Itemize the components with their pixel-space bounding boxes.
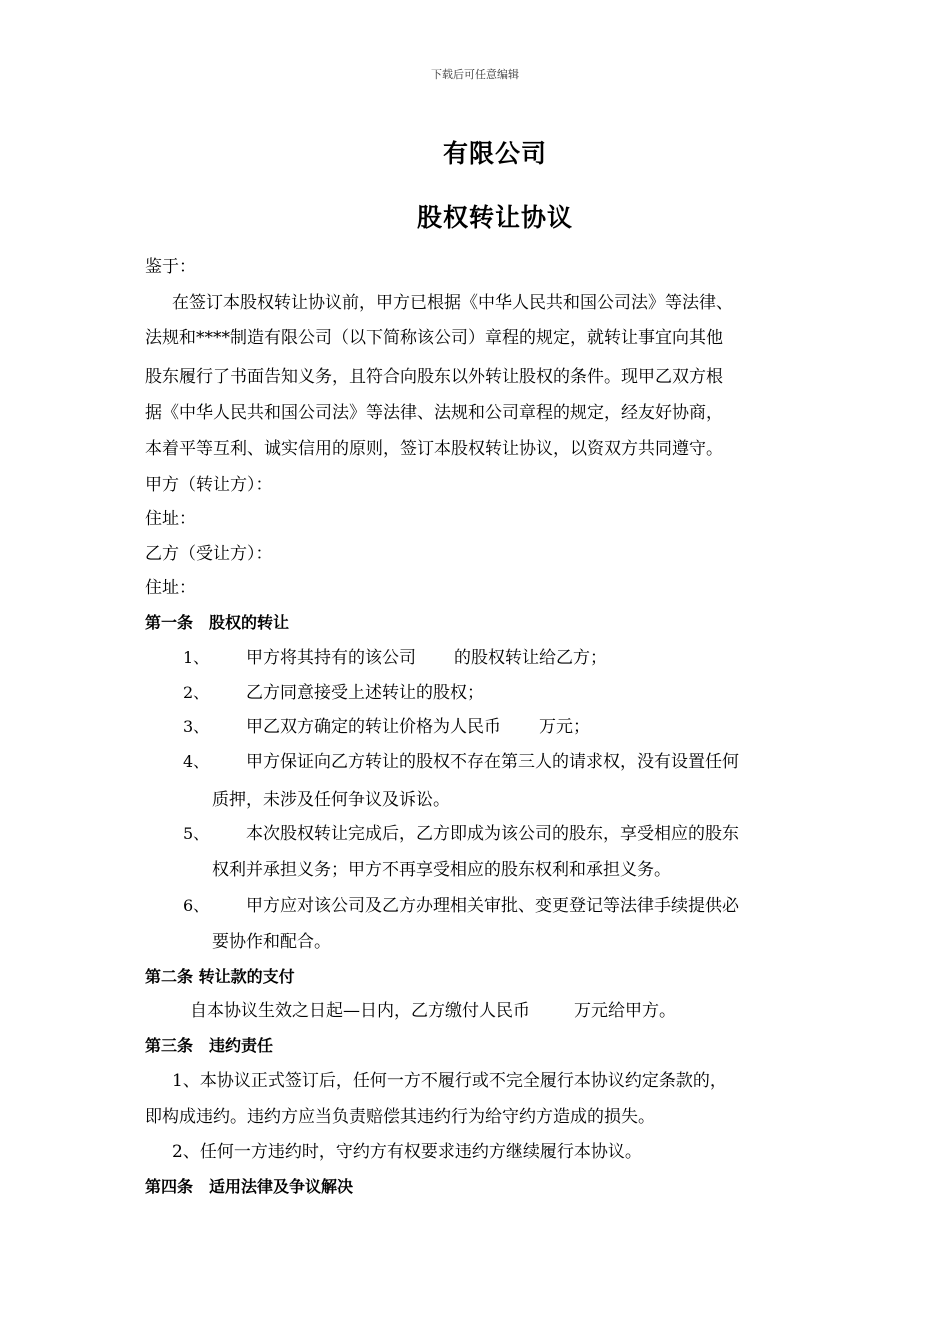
article-1-item-5-line-2: 权利并承担义务；甲方不再享受相应的股东权利和承担义务。 [212,860,671,880]
article-1-item-3-number: 3、 [183,717,210,736]
article-3-paragraph-1-line-2: 即构成违约。违约方应当负责赔偿其违约行为给守约方造成的损失。 [145,1107,655,1127]
header-note: 下载后可任意编辑 [431,68,519,81]
article-1-item-1-text: 甲方将其持有的该公司 的股权转让给乙方； [246,648,607,668]
document-title-company: 有限公司 [442,139,547,168]
article-3-paragraph-2: 2、任何一方违约时，守约方有权要求违约方继续履行本协议。 [172,1142,642,1162]
article-1-item-6-line-2: 要协作和配合。 [212,932,331,952]
article-1-item-4-line-2: 质押，未涉及任何争议及诉讼。 [212,790,450,810]
party-a-address: 住址： [145,509,196,529]
article-3-paragraph-1-line-1: 1、本协议正式签订后，任何一方不履行或不完全履行本协议约定条款的， [172,1071,727,1091]
preamble-line-5: 本着平等互利、诚实信用的原则，签订本股权转让协议，以资双方共同遵守。 [145,439,723,459]
document-title-agreement: 股权转让协议 [416,203,573,232]
article-1-item-4-line-1: 甲方保证向乙方转让的股权不存在第三人的请求权，没有设置任何 [246,752,739,772]
preamble-line-2: 法规和****制造有限公司（以下简称该公司）章程的规定，就转让事宜向其他 [145,328,723,348]
article-1-heading: 第一条 股权的转让 [145,613,290,632]
article-1-item-6-number: 6、 [183,896,210,915]
article-1-item-2-number: 2、 [183,683,210,702]
article-4-heading: 第四条 适用法律及争议解决 [145,1177,354,1196]
article-1-item-2-text: 乙方同意接受上述转让的股权； [246,683,484,703]
whereas-label: 鉴于： [145,257,196,277]
preamble-line-1: 在签订本股权转让协议前，甲方已根据《中华人民共和国公司法》等法律、 [172,293,733,313]
party-b-label: 乙方（受让方）： [145,544,273,564]
party-b-address: 住址： [145,578,196,598]
article-1-item-5-number: 5、 [183,824,210,843]
article-1-item-6-line-1: 甲方应对该公司及乙方办理相关审批、变更登记等法律手续提供必 [246,896,739,916]
article-2-text: 自本协议生效之日起—日内，乙方缴付人民币 万元给甲方。 [190,1001,676,1021]
article-1-item-5-line-1: 本次股权转让完成后，乙方即成为该公司的股东，享受相应的股东 [246,824,739,844]
preamble-line-4: 据《中华人民共和国公司法》等法律、法规和公司章程的规定，经友好协商， [145,403,723,423]
party-a-label: 甲方（转让方）： [145,475,273,495]
article-1-item-1-number: 1、 [183,648,210,667]
article-2-heading: 第二条 转让款的支付 [145,967,295,986]
article-1-item-3-text: 甲乙双方确定的转让价格为人民币 万元； [246,717,590,737]
article-3-heading: 第三条 违约责任 [145,1036,274,1055]
article-1-item-4-number: 4、 [183,752,210,771]
preamble-line-3: 股东履行了书面告知义务，且符合向股东以外转让股权的条件。现甲乙双方根 [145,367,723,387]
